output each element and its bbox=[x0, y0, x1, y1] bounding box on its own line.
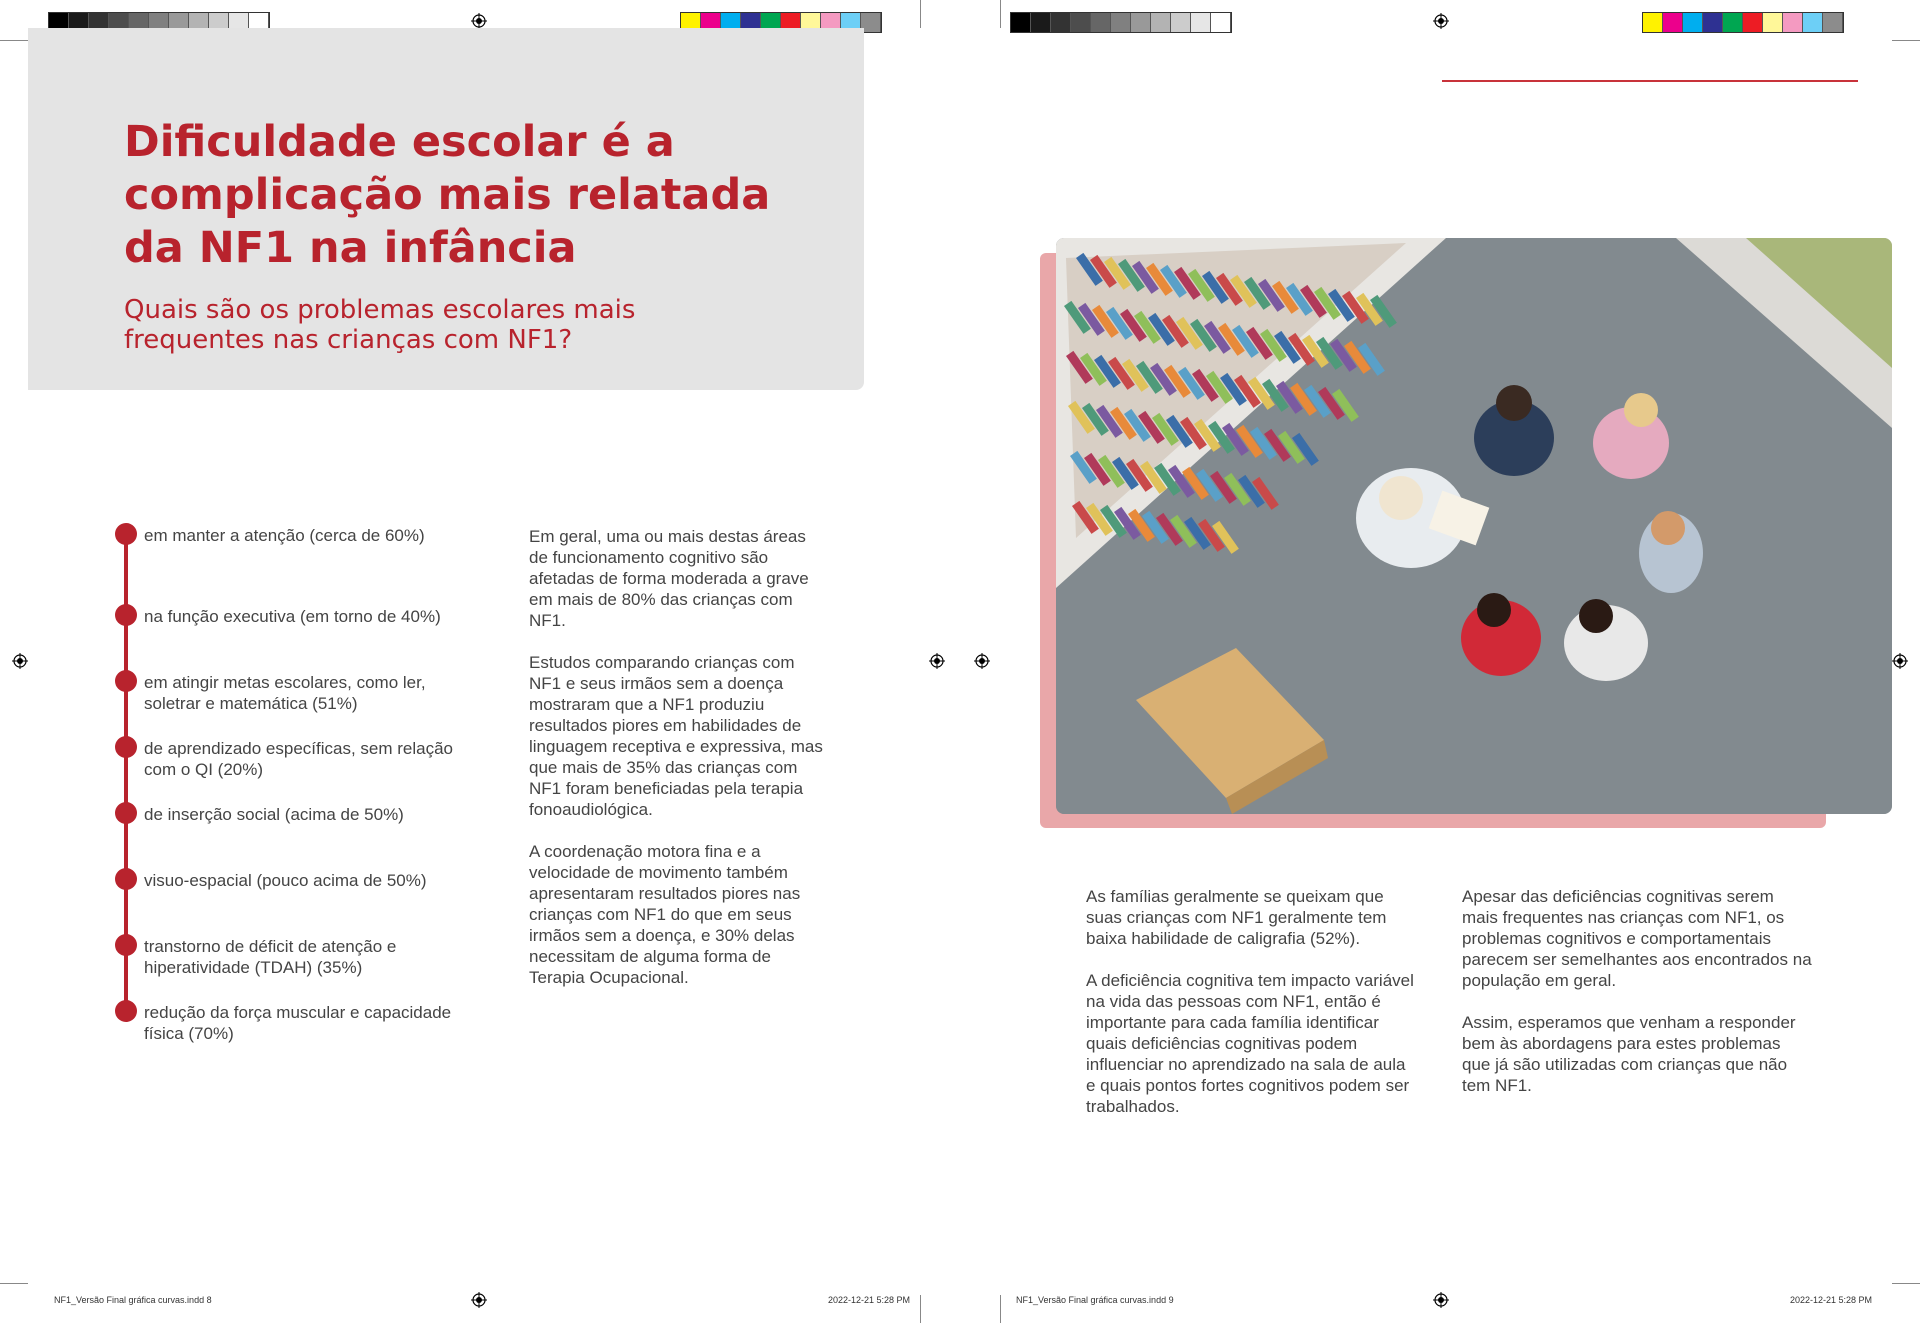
bullet-item: em atingir metas escolares, como ler, soletrar e matemática (51%) bbox=[144, 673, 426, 713]
bullet-item: em manter a atenção (cerca de 60%) bbox=[144, 526, 425, 545]
children-reading-image bbox=[1056, 238, 1892, 814]
color-swatch bbox=[1191, 13, 1211, 32]
paragraph: A deficiência cognitiva tem impacto variável na vida das pessoas com NF1, então é importante para cada família identificar quais deficiências cognitivas podem influenciar no aprendizado na sala de aula e quais pontos fortes cognitivos podem ser trabalhados. bbox=[1086, 971, 1414, 1116]
crop-mark bbox=[1000, 0, 1001, 28]
color-swatch bbox=[1703, 13, 1723, 32]
page-subtitle: Quais são os problemas escolares mais frequentes nas crianças com NF1? bbox=[124, 295, 636, 355]
color-swatch bbox=[1723, 13, 1743, 32]
paragraph: Assim, esperamos que venham a responder bem às abordagens para estes problemas que já são utilizadas com crianças que não tem NF1. bbox=[1462, 1013, 1796, 1095]
color-swatch bbox=[1171, 13, 1191, 32]
color-swatch bbox=[1071, 13, 1091, 32]
left-body-column bbox=[529, 526, 829, 1009]
color-swatch bbox=[1131, 13, 1151, 32]
color-swatch bbox=[1091, 13, 1111, 32]
registration-mark-icon bbox=[1892, 653, 1908, 669]
registration-mark-icon bbox=[12, 653, 28, 669]
paragraph: Apesar das deficiências cognitivas serem mais frequentes nas crianças com NF1, os problemas cognitivos e comportamentais parecem ser semelhantes aos encontrados na população em geral. bbox=[1462, 887, 1812, 990]
footer-file-right: NF1_Versão Final gráfica curvas.indd 9 bbox=[1016, 1295, 1174, 1305]
color-swatch bbox=[1683, 13, 1703, 32]
right-column-1 bbox=[1086, 886, 1416, 1138]
footer-date-right: 2022-12-21 5:28 PM bbox=[1790, 1295, 1873, 1305]
crop-mark bbox=[920, 0, 921, 28]
bullet-dot bbox=[115, 604, 137, 626]
registration-mark-icon bbox=[471, 1292, 487, 1308]
bullet-dot bbox=[115, 523, 137, 545]
color-swatch bbox=[1111, 13, 1131, 32]
crop-mark bbox=[0, 1283, 28, 1284]
color-swatch bbox=[1151, 13, 1171, 32]
color-swatch bbox=[861, 13, 881, 32]
bullet-dot bbox=[115, 802, 137, 824]
bullet-dot bbox=[115, 736, 137, 758]
paragraph: A coordenação motora fina e a velocidade de movimento também apresentaram resultados piores nas crianças com NF1 do que em seus irmãos sem a doença, e 30% delas necessitam de alguma forma de Terapia Ocupacional. bbox=[529, 842, 801, 987]
registration-mark-icon bbox=[1433, 13, 1449, 29]
crop-mark bbox=[920, 1295, 921, 1323]
color-swatch bbox=[1823, 13, 1843, 32]
color-swatch bbox=[1211, 13, 1231, 32]
header-rule bbox=[1442, 80, 1858, 82]
bullet-dot bbox=[115, 934, 137, 956]
bullet-item: na função executiva (em torno de 40%) bbox=[144, 607, 441, 626]
paragraph: Estudos comparando crianças com NF1 e seus irmãos sem a doença mostraram que a NF1 produziu resultados piores em habilidades de linguagem receptiva e expressiva, mas que mais de 35% das crianças com NF1 foram beneficiadas pela terapia fonoaudiológica. bbox=[529, 653, 823, 819]
bullet-item: visuo-espacial (pouco acima de 50%) bbox=[144, 871, 427, 890]
registration-mark-icon bbox=[471, 13, 487, 29]
bullet-dot bbox=[115, 670, 137, 692]
color-swatch bbox=[1803, 13, 1823, 32]
paragraph: Em geral, uma ou mais destas áreas de funcionamento cognitivo são afetadas de forma moderada a grave em mais de 80% das crianças com NF1. bbox=[529, 527, 809, 630]
color-swatch bbox=[1643, 13, 1663, 32]
library-photo bbox=[1056, 238, 1892, 814]
color-swatch bbox=[1743, 13, 1763, 32]
bullet-item: de aprendizado específicas, sem relação com o QI (20%) bbox=[144, 739, 454, 779]
footer-file-left: NF1_Versão Final gráfica curvas.indd 8 bbox=[54, 1295, 212, 1305]
color-swatches-right bbox=[1642, 12, 1844, 33]
registration-mark-icon bbox=[1433, 1292, 1449, 1308]
bullet-item: redução da força muscular e capacidade física (70%) bbox=[144, 1003, 452, 1043]
bullet-item: de inserção social (acima de 50%) bbox=[144, 805, 404, 824]
registration-mark-icon bbox=[974, 653, 990, 669]
page-title: Dificuldade escolar é a complicação mais relatada da NF1 na infância bbox=[124, 117, 771, 273]
color-swatch bbox=[1663, 13, 1683, 32]
bullet-dot bbox=[115, 1000, 137, 1022]
color-swatch bbox=[1031, 13, 1051, 32]
gray-swatches-right bbox=[1010, 12, 1232, 33]
color-swatch bbox=[1051, 13, 1071, 32]
crop-mark bbox=[1892, 1283, 1920, 1284]
footer-date-left: 2022-12-21 5:28 PM bbox=[828, 1295, 911, 1305]
crop-mark bbox=[1892, 40, 1920, 41]
color-swatch bbox=[1783, 13, 1803, 32]
right-column-2 bbox=[1462, 886, 1812, 1117]
registration-mark-icon bbox=[929, 653, 945, 669]
bullet-dot bbox=[115, 868, 137, 890]
crop-mark bbox=[1000, 1295, 1001, 1323]
paragraph: As famílias geralmente se queixam que suas crianças com NF1 geralmente tem baixa habilidade de caligrafia (52%). bbox=[1086, 887, 1387, 948]
crop-mark bbox=[0, 40, 28, 41]
color-swatch bbox=[1011, 13, 1031, 32]
color-swatch bbox=[1763, 13, 1783, 32]
bullet-item: transtorno de déficit de atenção e hiperatividade (TDAH) (35%) bbox=[144, 937, 397, 977]
